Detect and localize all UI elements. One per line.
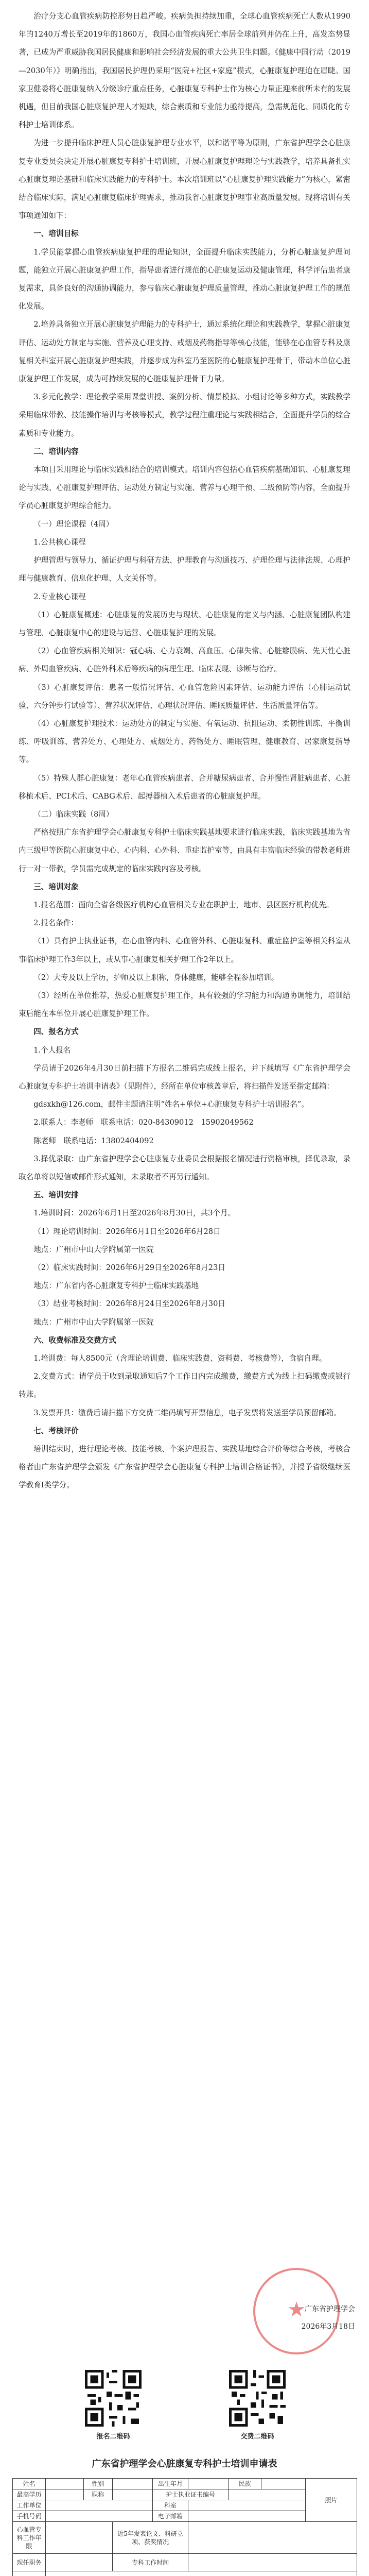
field-phone[interactable] — [45, 2511, 152, 2522]
field-email[interactable] — [188, 2511, 306, 2522]
body-paragraph: 2.专业核心课程 — [33, 592, 86, 601]
body-paragraph: 2.联系人：李老师 联系电话：020-84309012 15902049562 — [33, 1118, 254, 1127]
label-cert: 护士执业证书编号 — [152, 2489, 229, 2500]
body-paragraph: 1.学员能掌握心血管疾病康复护理的理论知识，全面提升临床实践能力，分析心脏康复护理问题，能独立开展心脏康复护理工作，指导患者进行规范的心脏康复运动及健康管理，科学评估患者康复需求，具备良好的沟通协调能力，参与临床心脏康复护理质量管理，推动心脏康复护理工作的规范化发展。 — [19, 247, 350, 311]
seal-star-icon: ★ — [287, 2298, 306, 2321]
body-paragraph: （3）经所在单位推荐，热爱心脏康复护理工作，具有较强的学习能力和沟通协调能力，培训结束后能在本单位开展心脏康复护理工作。 — [19, 991, 350, 1019]
body-paragraph: （4）心脏康复护理技术：运动处方的制定与实施、有氧运动、抗阻运动、柔韧性训练、平衡训练、呼吸训练、营养处方、心理处方、戒烟处方、药物处方、睡眠管理、健康教育、居家康复指导等。 — [19, 719, 350, 765]
label-birth: 出生年月 — [152, 2479, 188, 2489]
body-paragraph: （2）大专及以上学历，护师及以上职称，身体健康，能够全程参加培训。 — [33, 973, 279, 982]
body-paragraph: （1）心脏康复概述：心脏康复的发展历史与现状、心脏康复的定义与内涵、心脏康复团队构建与管理、心脏康复中心的建设与运营、心脏康复护理的发展。 — [19, 610, 350, 637]
label-position: 现任职务 — [13, 2554, 46, 2571]
body-paragraph: 治疗分支心血管疾病防控形势日趋严峻。疾病负担持续加重，全球心血管疾病死亡人数从1990年的1240万增长至2019年的1860万，我国心血管疾病死亡率居全球前列并仍在上升，高发态势显著，已成为严重威胁我国居民健康和影响社会经济发展的重大公共卫生问题。《健康中国行动（2019—2030年）》明确指出，我国居民护理仍采用“医院+社区+家庭”模式，心脏康复护理迫在眉睫。国家卫健委将心脏康复纳入分级诊疗重点任务，心脏康复专科护士作为核心力量正迎来前所未有的发展机遇，但目前我国心脏康复护理人才短缺，综合素质和专业能力亟待提高，急需规范化、同质化的专科护士培训体系。 — [19, 12, 350, 130]
body-paragraph: 2.交费方式：请学员于收到录取通知后7个工作日内完成缴费，缴费方式为线上扫码缴费或银行转账。 — [19, 1372, 350, 1399]
photo-cell[interactable]: 照片 — [306, 2479, 357, 2522]
body-paragraph: （1）具有护士执业证书，在心血管内科、心血管外科、心脏康复科、重症监护室等相关科室从事临床护理工作3年以上，或从事心脏康复相关护理工作2年以上。 — [19, 937, 350, 964]
label-history — [13, 2571, 46, 2576]
body-paragraph: 3.择优录取：由广东省护理学会心脏康复专业委员会根据报名情况进行资格审核，择优录取，录取名单将以短信或邮件形式通知，未录取者不再另行通知。 — [19, 1154, 350, 1181]
body-paragraph: （2）临床实践时间：2026年6月29日至2026年8月23日 — [33, 1263, 225, 1273]
body-paragraph: 为进一步提升临床护理人员心脏康复护理专业水平，以和谐平等为原则，广东省护理学会心脏康复专业委员会决定开展心脏康复专科护士培训班，开展心脏康复护理理论与实践教学，培养具备扎实心脏康复理论基础和临床实践能力的专科护士。本次培训班以“心脏康复护理实践能力”为核心，紧密结合临床实际，满足心脏康复临床护理需求，推动我省心脏康复护理事业高质量发展。现将培训有关事项通知如下： — [19, 139, 350, 221]
field-nation[interactable] — [261, 2479, 306, 2489]
payment-qr-code[interactable] — [229, 2370, 286, 2427]
form-row-basic-1 — [13, 2479, 357, 2489]
body-paragraph: （3）结业考核时间：2026年8月24日至2026年8月30日 — [33, 1299, 225, 1309]
body-paragraph: （1）理论培训时间：2026年6月1日至2026年6月28日 — [33, 1227, 221, 1236]
field-unit[interactable] — [45, 2500, 152, 2511]
section-heading: 四、报名方式 — [33, 1027, 79, 1037]
payment-qr-block[interactable] — [221, 2370, 293, 2441]
body-paragraph: 培训结束时，进行理论考核、技能考核、个案护理报告、实践基地综合评价等综合考核，考核合格者由广东省护理学会颁发《广东省护理学会心脏康复专科护士培训合格证书》，并授予省级继续医学教育Ⅰ类学分。 — [19, 1445, 350, 1490]
signature-date: 2026年3月18日 — [301, 2323, 355, 2331]
body-paragraph: 1.个人报名 — [33, 1045, 71, 1055]
label-specialty-time: 专科工作时间 — [112, 2554, 188, 2571]
form-row-history — [13, 2571, 357, 2576]
field-specialty-time[interactable] — [188, 2554, 357, 2571]
section-heading: 二、培训内容 — [33, 447, 79, 456]
field-gender[interactable] — [112, 2479, 152, 2489]
body-paragraph: （3）心脏康复评估：患者一般情况评估、心血管危险因素评估、运动能力评估（心肺运动试验、六分钟步行试验等）、营养状况评估、心理状况评估、睡眠质量评估、生活质量评估等。 — [19, 683, 350, 710]
signup-qr-code[interactable] — [85, 2370, 142, 2427]
body-paragraph: 学员请于2026年4月30日前扫描下方报名二维码完成线上报名，并下载填写《广东省护理学会心脏康复专科护士培训申请表》（见附件），经所在单位审核盖章后，将扫描件发送至指定邮箱： — [19, 1063, 350, 1091]
body-paragraph: 2.报名条件： — [33, 919, 79, 928]
label-name: 姓名 — [13, 2479, 46, 2489]
label-phone: 手机号码 — [13, 2511, 46, 2522]
field-name[interactable] — [45, 2479, 83, 2489]
section-heading: 六、收费标准及交费方式 — [33, 1335, 116, 1345]
body-paragraph: 1.培训费：每人8500元（含理论培训费、临床实践费、资料费、考核费等），食宿自理。 — [33, 1354, 327, 1363]
notice-body — [19, 7, 350, 1495]
body-paragraph: （一）理论课程（4周） — [33, 519, 114, 529]
form-row-contact — [13, 2511, 357, 2522]
body-paragraph: 1.公共核心课程 — [33, 537, 86, 547]
field-edu[interactable] — [45, 2489, 83, 2500]
body-paragraph: 1.培训时间：2026年6月1日至2026年8月30日，共3个月。 — [33, 1209, 236, 1218]
label-gender: 性别 — [83, 2479, 112, 2489]
label-nation: 民族 — [229, 2479, 261, 2489]
body-paragraph: 地点：广州市中山大学附属第一医院 — [33, 1317, 154, 1327]
body-paragraph: 地点：广州市中山大学附属第一医院 — [33, 1245, 154, 1254]
field-birth[interactable] — [188, 2479, 229, 2489]
body-paragraph: 护理管理与领导力、循证护理与科研方法、护理教育与沟通技巧、护理伦理与法律法规、心理护理与健康教育、信息化护理、人文关怀等。 — [19, 556, 350, 583]
body-paragraph: 2.培养具备独立开展心脏康复护理能力的专科护士，通过系统化理论和实践教学，掌握心脏康复评估、运动处方制定与实施、营养及心理支持、戒烟及药物指导等核心技能，能够在心血管专科及康复相关科室开展心脏康复护理实践，并逐步成为科室乃至医院的心脏康复护理骨干，带动本单位心脏康复护理工作发展，成为可持续发展的心脏康复护理骨干力量。 — [19, 320, 350, 384]
body-paragraph: 陈老师 联系电话：13802404092 — [33, 1136, 154, 1145]
payment-qr-caption: 交费二维码 — [240, 2433, 274, 2441]
application-form-title: 广东省护理学会心脏康复专科护士培训申请表 — [92, 2459, 277, 2469]
signup-qr-block[interactable] — [77, 2370, 149, 2441]
body-paragraph: 3.多元化教学：理论教学采用课堂讲授、案例分析、情景模拟、小组讨论等多种方式，实践教学采用临床带教、技能操作培训与考核等模式，教学过程注重理论与实践相结合，全面提升学员的综合素质和专业能力。 — [19, 393, 350, 438]
field-cert[interactable] — [229, 2489, 306, 2500]
form-row-years — [13, 2522, 357, 2554]
application-form — [12, 2478, 357, 2576]
form-row-unit — [13, 2500, 357, 2511]
form-row-basic-2 — [13, 2489, 357, 2500]
label-dept: 科室 — [152, 2500, 188, 2511]
field-years[interactable] — [45, 2522, 112, 2554]
label-years: 心血管专科工作年限 — [13, 2522, 46, 2554]
signup-qr-caption: 报名二维码 — [96, 2433, 130, 2441]
body-paragraph: 3.发票开具：缴费后请扫描下方交费二维码填写开票信息，电子发票将发送至学员预留邮箱。 — [33, 1408, 341, 1417]
field-dept[interactable] — [188, 2500, 306, 2511]
section-heading: 五、培训安排 — [33, 1191, 79, 1200]
body-paragraph: gdsxkh@126.com，邮件主题请注明“姓名+单位+心脏康复专科护士培训报名”。 — [33, 1100, 309, 1109]
body-paragraph: （5）特殊人群心脏康复：老年心血管疾病患者、合并糖尿病患者、合并慢性肾脏病患者、心脏移植术后、PCI术后、CABG术后、起搏器植入术后患者的心脏康复护理。 — [19, 773, 350, 801]
section-heading: 三、培训对象 — [33, 882, 79, 891]
body-paragraph: 严格按照广东省护理学会心脏康复专科护士临床实践基地要求进行临床实践，临床实践基地为省内三级甲等医院心脏康复中心、心内科、心外科、重症监护室等，由具有丰富临床经验的带教老师进行一对一带教，学员需完成规定的临床实践内容及考核。 — [19, 828, 350, 873]
signature-block — [242, 2300, 355, 2335]
body-paragraph: 本项目采用理论与临床实践相结合的培训模式。培训内容包括心血管疾病基础知识、心脏康复理论与实践、心脏康复护理评估、运动处方制定与实施、营养与心理干预、二级预防等内容，全面提升学员心脏康复护理综合能力。 — [19, 465, 350, 511]
field-achievements[interactable] — [188, 2522, 357, 2554]
field-title[interactable] — [112, 2489, 152, 2500]
section-heading: 一、培训目标 — [33, 229, 79, 239]
label-unit: 工作单位 — [13, 2500, 46, 2511]
body-paragraph: （二）临床实践（8周） — [33, 809, 114, 819]
label-title: 职称 — [83, 2489, 112, 2500]
field-position[interactable] — [45, 2554, 112, 2571]
body-paragraph: （2）心血管疾病相关知识：冠心病、心力衰竭、高血压、心律失常、心脏瓣膜病、先天性心脏病、外周血管疾病、心脏外科术后等疾病的病理生理、临床表现、诊断与治疗。 — [19, 647, 350, 674]
form-row-position — [13, 2554, 357, 2571]
body-paragraph: 地点：广东省内各心脏康复专科护士临床实践基地 — [33, 1281, 199, 1291]
label-edu: 最高学历 — [13, 2489, 46, 2500]
signature-org: 广东省护理学会 — [305, 2305, 355, 2313]
label-email: 电子邮箱 — [152, 2511, 188, 2522]
body-paragraph: 1.报名范围：面向全省各级医疗机构心血管相关专业在职护士，地市、县区医疗机构优先。 — [33, 900, 334, 909]
label-achievements: 近5年发表论文、科研立项、获奖情况 — [112, 2522, 188, 2554]
section-heading: 七、考核评价 — [33, 1426, 79, 1435]
field-history[interactable] — [45, 2571, 357, 2576]
